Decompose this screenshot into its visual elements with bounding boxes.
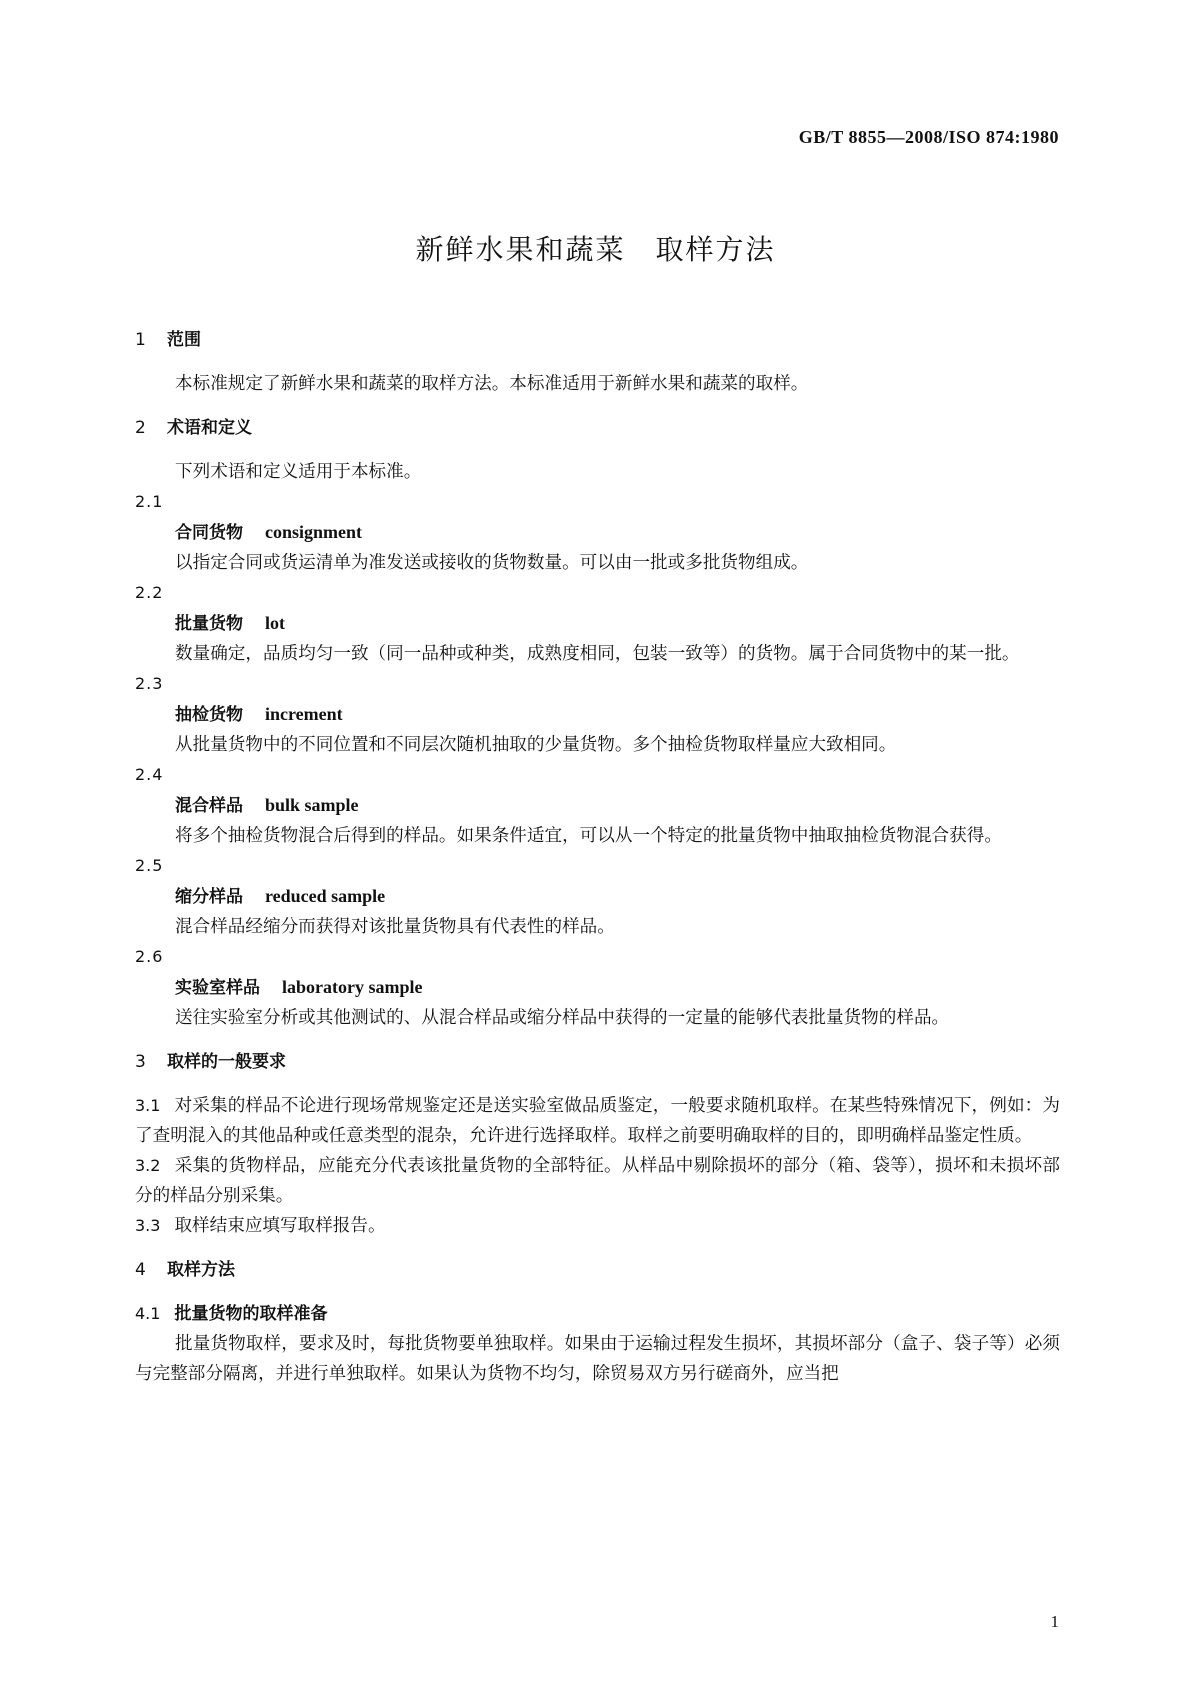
section-1-text: 本标准规定了新鲜水果和蔬菜的取样方法。本标准适用于新鲜水果和蔬菜的取样。 xyxy=(175,374,809,394)
term-en: increment xyxy=(265,704,343,724)
page-number: 1 xyxy=(1050,1612,1059,1631)
subsection-title: 批量货物的取样准备 xyxy=(174,1304,328,1324)
term-heading xyxy=(135,699,1060,730)
section-2-heading xyxy=(135,413,1060,443)
document-title: 新鲜水果和蔬菜 取样方法 xyxy=(415,233,776,266)
standard-code: GB/T 8855—2008/ISO 874:1980 xyxy=(798,127,1059,147)
section-title: 术语和定义 xyxy=(167,418,252,438)
clause-3-2 xyxy=(135,1151,1060,1211)
term-number: 2.1 xyxy=(135,492,164,511)
term-2-4 xyxy=(135,760,1060,851)
term-definition: 将多个抽检货物混合后得到的样品。如果条件适宜，可以从一个特定的批量货物中抽取抽检货物混合获得。 xyxy=(175,826,1002,846)
section-number: 1 xyxy=(135,330,146,350)
term-definition: 数量确定，品质均匀一致（同一品种或种类，成熟度相同，包装一致等）的货物。属于合同货物中的某一批。 xyxy=(175,644,1020,664)
clause-3-3 xyxy=(135,1211,1060,1241)
subsection-number: 4.1 xyxy=(135,1304,161,1323)
clause-number: 3.2 xyxy=(135,1156,161,1175)
term-definition: 混合样品经缩分而获得对该批量货物具有代表性的样品。 xyxy=(175,917,615,937)
subsection-4-1-text: 批量货物取样，要求及时，每批货物要单独取样。如果由于运输过程发生损坏，其损坏部分（盒子、袋子等）必须与完整部分隔离，并进行单独取样。如果认为货物不均匀，除贸易双方另行磋商外，应当把 xyxy=(135,1334,1060,1384)
section-title: 取样的一般要求 xyxy=(167,1052,286,1072)
term-heading xyxy=(135,790,1060,821)
term-2-3 xyxy=(135,669,1060,760)
clause-number: 3.3 xyxy=(135,1216,161,1235)
section-4-heading xyxy=(135,1255,1060,1285)
term-heading xyxy=(135,881,1060,912)
term-en: laboratory sample xyxy=(282,977,423,997)
term-number: 2.4 xyxy=(135,765,164,784)
term-en: lot xyxy=(265,613,285,633)
term-cn: 抽检货物 xyxy=(175,705,243,725)
section-3-heading xyxy=(135,1047,1060,1077)
term-2-2 xyxy=(135,578,1060,669)
term-cn: 实验室样品 xyxy=(175,978,260,998)
clause-text: 对采集的样品不论进行现场常规鉴定还是送实验室做品质鉴定，一般要求随机取样。在某些特殊情况下，例如：为了查明混入的其他品种或任意类型的混杂，允许进行选择取样。取样之前要明确取样的目的，即明确样品鉴定性质。 xyxy=(135,1096,1060,1146)
term-definition: 送往实验室分析或其他测试的、从混合样品或缩分样品中获得的一定量的能够代表批量货物的样品。 xyxy=(175,1008,950,1028)
subsection-4-1-heading xyxy=(135,1299,1060,1329)
section-1-heading xyxy=(135,325,1060,355)
term-definition: 以指定合同或货运清单为准发送或接收的货物数量。可以由一批或多批货物组成。 xyxy=(175,553,809,573)
term-number: 2.3 xyxy=(135,674,164,693)
section-number: 4 xyxy=(135,1260,146,1280)
term-cn: 缩分样品 xyxy=(175,887,243,907)
section-title: 取样方法 xyxy=(167,1260,235,1280)
term-heading xyxy=(135,972,1060,1003)
clause-text: 取样结束应填写取样报告。 xyxy=(174,1216,386,1236)
document-body xyxy=(135,325,1060,1389)
section-2-intro: 下列术语和定义适用于本标准。 xyxy=(175,462,422,482)
section-number: 3 xyxy=(135,1052,146,1072)
term-2-5 xyxy=(135,851,1060,942)
section-number: 2 xyxy=(135,418,146,438)
term-number: 2.2 xyxy=(135,583,164,602)
clause-text: 采集的货物样品，应能充分代表该批量货物的全部特征。从样品中剔除损坏的部分（箱、袋等），损坏和未损坏部分的样品分别采集。 xyxy=(135,1156,1060,1206)
term-cn: 混合样品 xyxy=(175,796,243,816)
term-cn: 批量货物 xyxy=(175,614,243,634)
clause-3-1 xyxy=(135,1091,1060,1151)
section-title: 范围 xyxy=(167,330,201,350)
term-2-1 xyxy=(135,487,1060,578)
term-en: bulk sample xyxy=(265,795,359,815)
term-number: 2.6 xyxy=(135,947,164,966)
term-heading xyxy=(135,517,1060,548)
clause-number: 3.1 xyxy=(135,1096,161,1115)
term-2-6 xyxy=(135,942,1060,1033)
term-heading xyxy=(135,608,1060,639)
term-definition: 从批量货物中的不同位置和不同层次随机抽取的少量货物。多个抽检货物取样量应大致相同。 xyxy=(175,735,897,755)
term-cn: 合同货物 xyxy=(175,523,243,543)
term-en: reduced sample xyxy=(265,886,386,906)
term-number: 2.5 xyxy=(135,856,164,875)
term-en: consignment xyxy=(265,522,363,542)
